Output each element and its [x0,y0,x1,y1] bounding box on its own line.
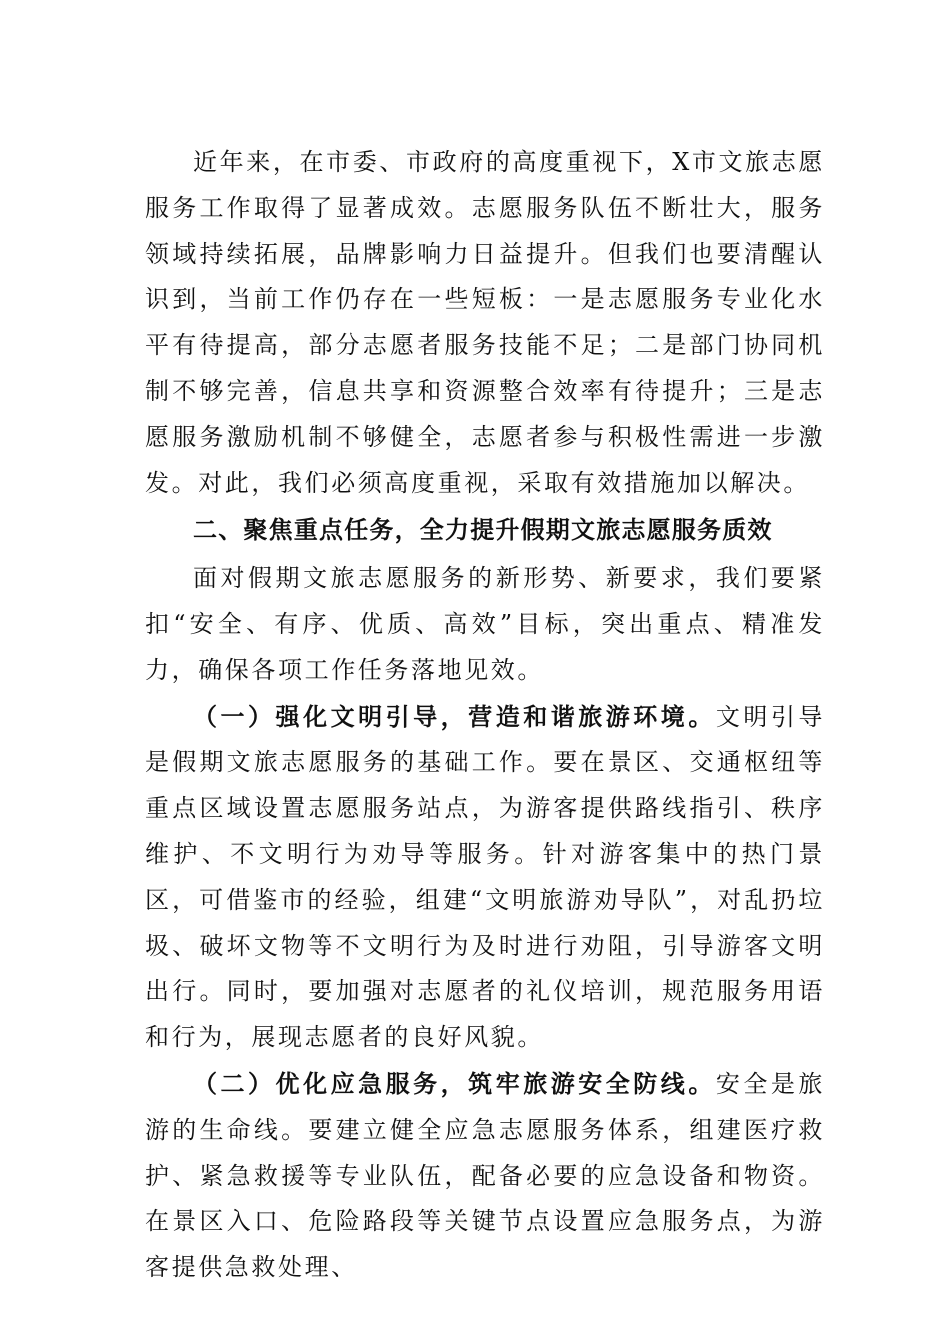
subsection-emergency-service [145,1061,825,1291]
section-heading-two: 二、聚焦重点任务，全力提升假期文旅志愿服务质效 [193,516,773,545]
subsection-civilized-guidance [145,694,825,1061]
subsection-text-two: 安全是旅游的生命线。要建立健全应急志愿服务体系，组建医疗救护、紧急救援等专业队伍，配备必要的应急设备和物资。在景区入口、危险路段等关键节点设置应急服务点，为游客提供急救处理、 [145,1069,825,1282]
subsection-lead-one: （一）强化文明引导，营造和谐旅游环境。 [193,701,716,731]
paragraph-section-intro: 面对假期文旅志愿服务的新形势、新要求，我们要紧扣“安全、有序、优质、高效”目标，突出重点、精准发力，确保各项工作任务落地见效。 [145,564,825,684]
document-body [145,140,825,1291]
subsection-text-one: 文明引导是假期文旅志愿服务的基础工作。要在景区、交通枢纽等重点区域设置志愿服务站点，为游客提供路线指引、秩序维护、不文明行为劝导等服务。针对游客集中的热门景区，可借鉴市的经验，组建“文明旅游劝导队”，对乱扔垃圾、破坏文物等不文明行为及时进行劝阻，引导游客文明出行。同时，要加强对志愿者的礼仪培训，规范服务用语和行为，展现志愿者的良好风貌。 [145,702,825,1052]
subsection-lead-two: （二）优化应急服务，筑牢旅游安全防线。 [193,1068,716,1098]
paragraph-achievements-and-shortcomings: 近年来，在市委、市政府的高度重视下，X市文旅志愿服务工作取得了显著成效。志愿服务队伍不断壮大，服务领域持续拓展，品牌影响力日益提升。但我们也要清醒认识到，当前工作仍存在一些短板：一是志愿服务专业化水平有待提高，部分志愿者服务技能不足；二是部门协同机制不够完善，信息共享和资源整合效率有待提升；三是志愿服务激励机制不够健全，志愿者参与积极性需进一步激发。对此，我们必须高度重视，采取有效措施加以解决。 [145,148,825,497]
